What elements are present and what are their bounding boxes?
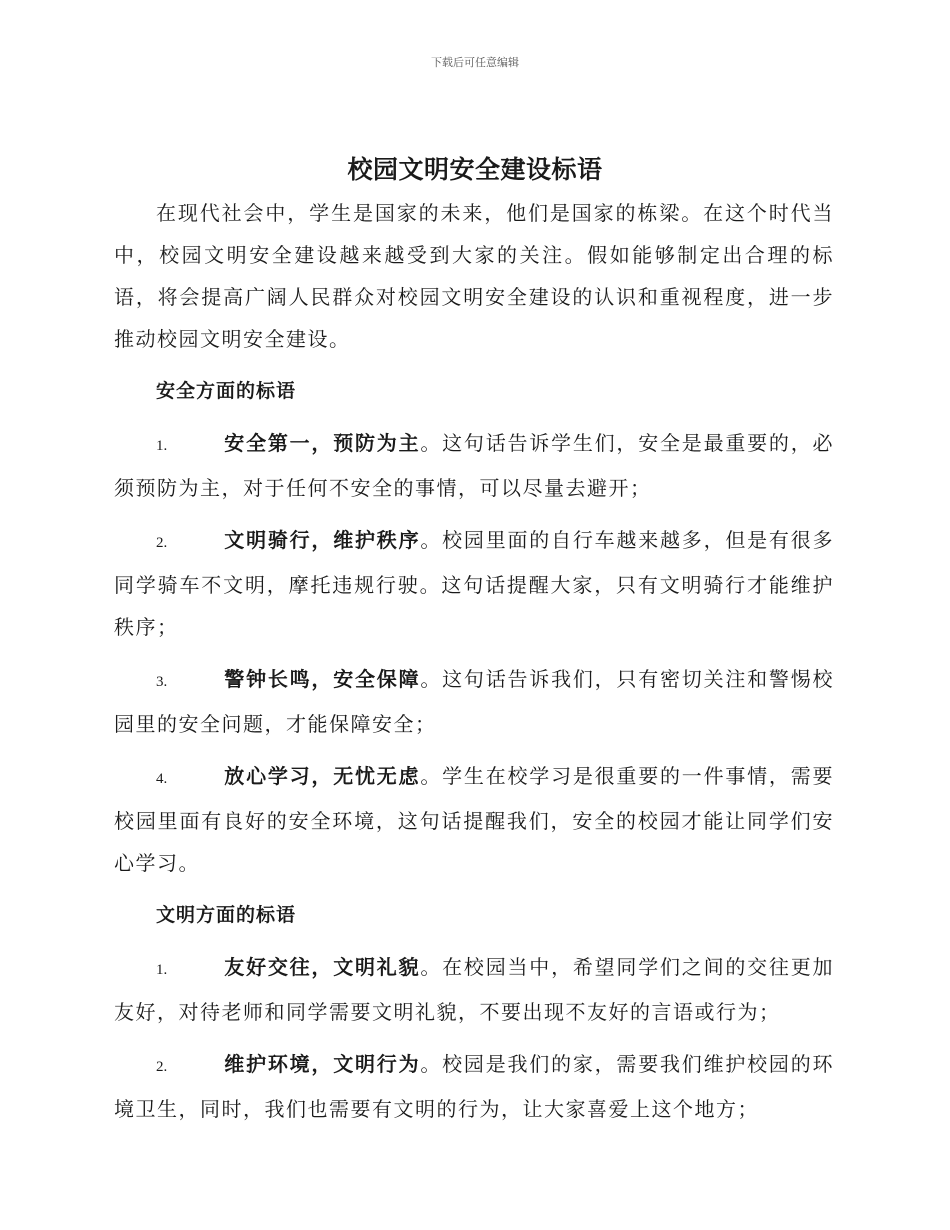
item-slogan: 友好交往，文明礼貌: [224, 955, 421, 979]
list-item: [114, 519, 834, 648]
item-number: 4.: [156, 771, 168, 787]
intro-paragraph: 在现代社会中，学生是国家的未来，他们是国家的栋梁。在这个时代当中，校园文明安全建设越来越受到大家的关注。假如能够制定出合理的标语，将会提高广阔人民群众对校园文明安全建设的认识和重视程度，进一步推动校园文明安全建设。: [114, 201, 834, 351]
section-heading-safety: 安全方面的标语: [156, 380, 297, 402]
item-number: 2.: [156, 535, 168, 551]
item-description: 。在校园当中，希望同学们之间的交往更加友好，对待老师和同学需要文明礼貌，不要出现不友好的言语或行为；: [114, 955, 835, 1024]
list-item: [114, 658, 834, 745]
item-slogan: 文明骑行，维护秩序: [224, 528, 421, 552]
item-description: 。学生在校学习是很重要的一件事情，需要校园里面有良好的安全环境，这句话提醒我们，安全的校园才能让同学们安心学习。: [114, 764, 835, 875]
section-heading-civility: 文明方面的标语: [156, 904, 297, 926]
item-number: 1.: [156, 962, 168, 978]
list-item: [114, 946, 834, 1033]
list-item: [114, 1043, 834, 1130]
item-description: 。这句话告诉我们，只有密切关注和警惕校园里的安全问题，才能保障安全；: [114, 667, 835, 736]
item-number: 2.: [156, 1059, 168, 1075]
item-description: 。校园是我们的家，需要我们维护校园的环境卫生，同时，我们也需要有文明的行为，让大家喜爱上这个地方；: [114, 1052, 835, 1121]
item-description: 。这句话告诉学生们，安全是最重要的，必须预防为主，对于任何不安全的事情，可以尽量去避开；: [114, 431, 835, 500]
header-note: 下载后可任意编辑: [431, 56, 519, 69]
document-body: [114, 192, 834, 1130]
item-number: 3.: [156, 674, 168, 690]
item-description: 。校园里面的自行车越来越多，但是有很多同学骑车不文明，摩托违规行驶。这句话提醒大家，只有文明骑行才能维护秩序；: [114, 528, 835, 639]
list-item: [114, 755, 834, 884]
item-number: 1.: [156, 438, 168, 454]
document-title: 校园文明安全建设标语: [347, 155, 603, 184]
item-slogan: 警钟长鸣，安全保障: [224, 667, 421, 691]
item-slogan: 放心学习，无忧无虑: [224, 764, 421, 788]
item-slogan: 安全第一，预防为主: [224, 431, 421, 455]
list-item: [114, 422, 834, 509]
item-slogan: 维护环境，文明行为: [224, 1052, 421, 1076]
